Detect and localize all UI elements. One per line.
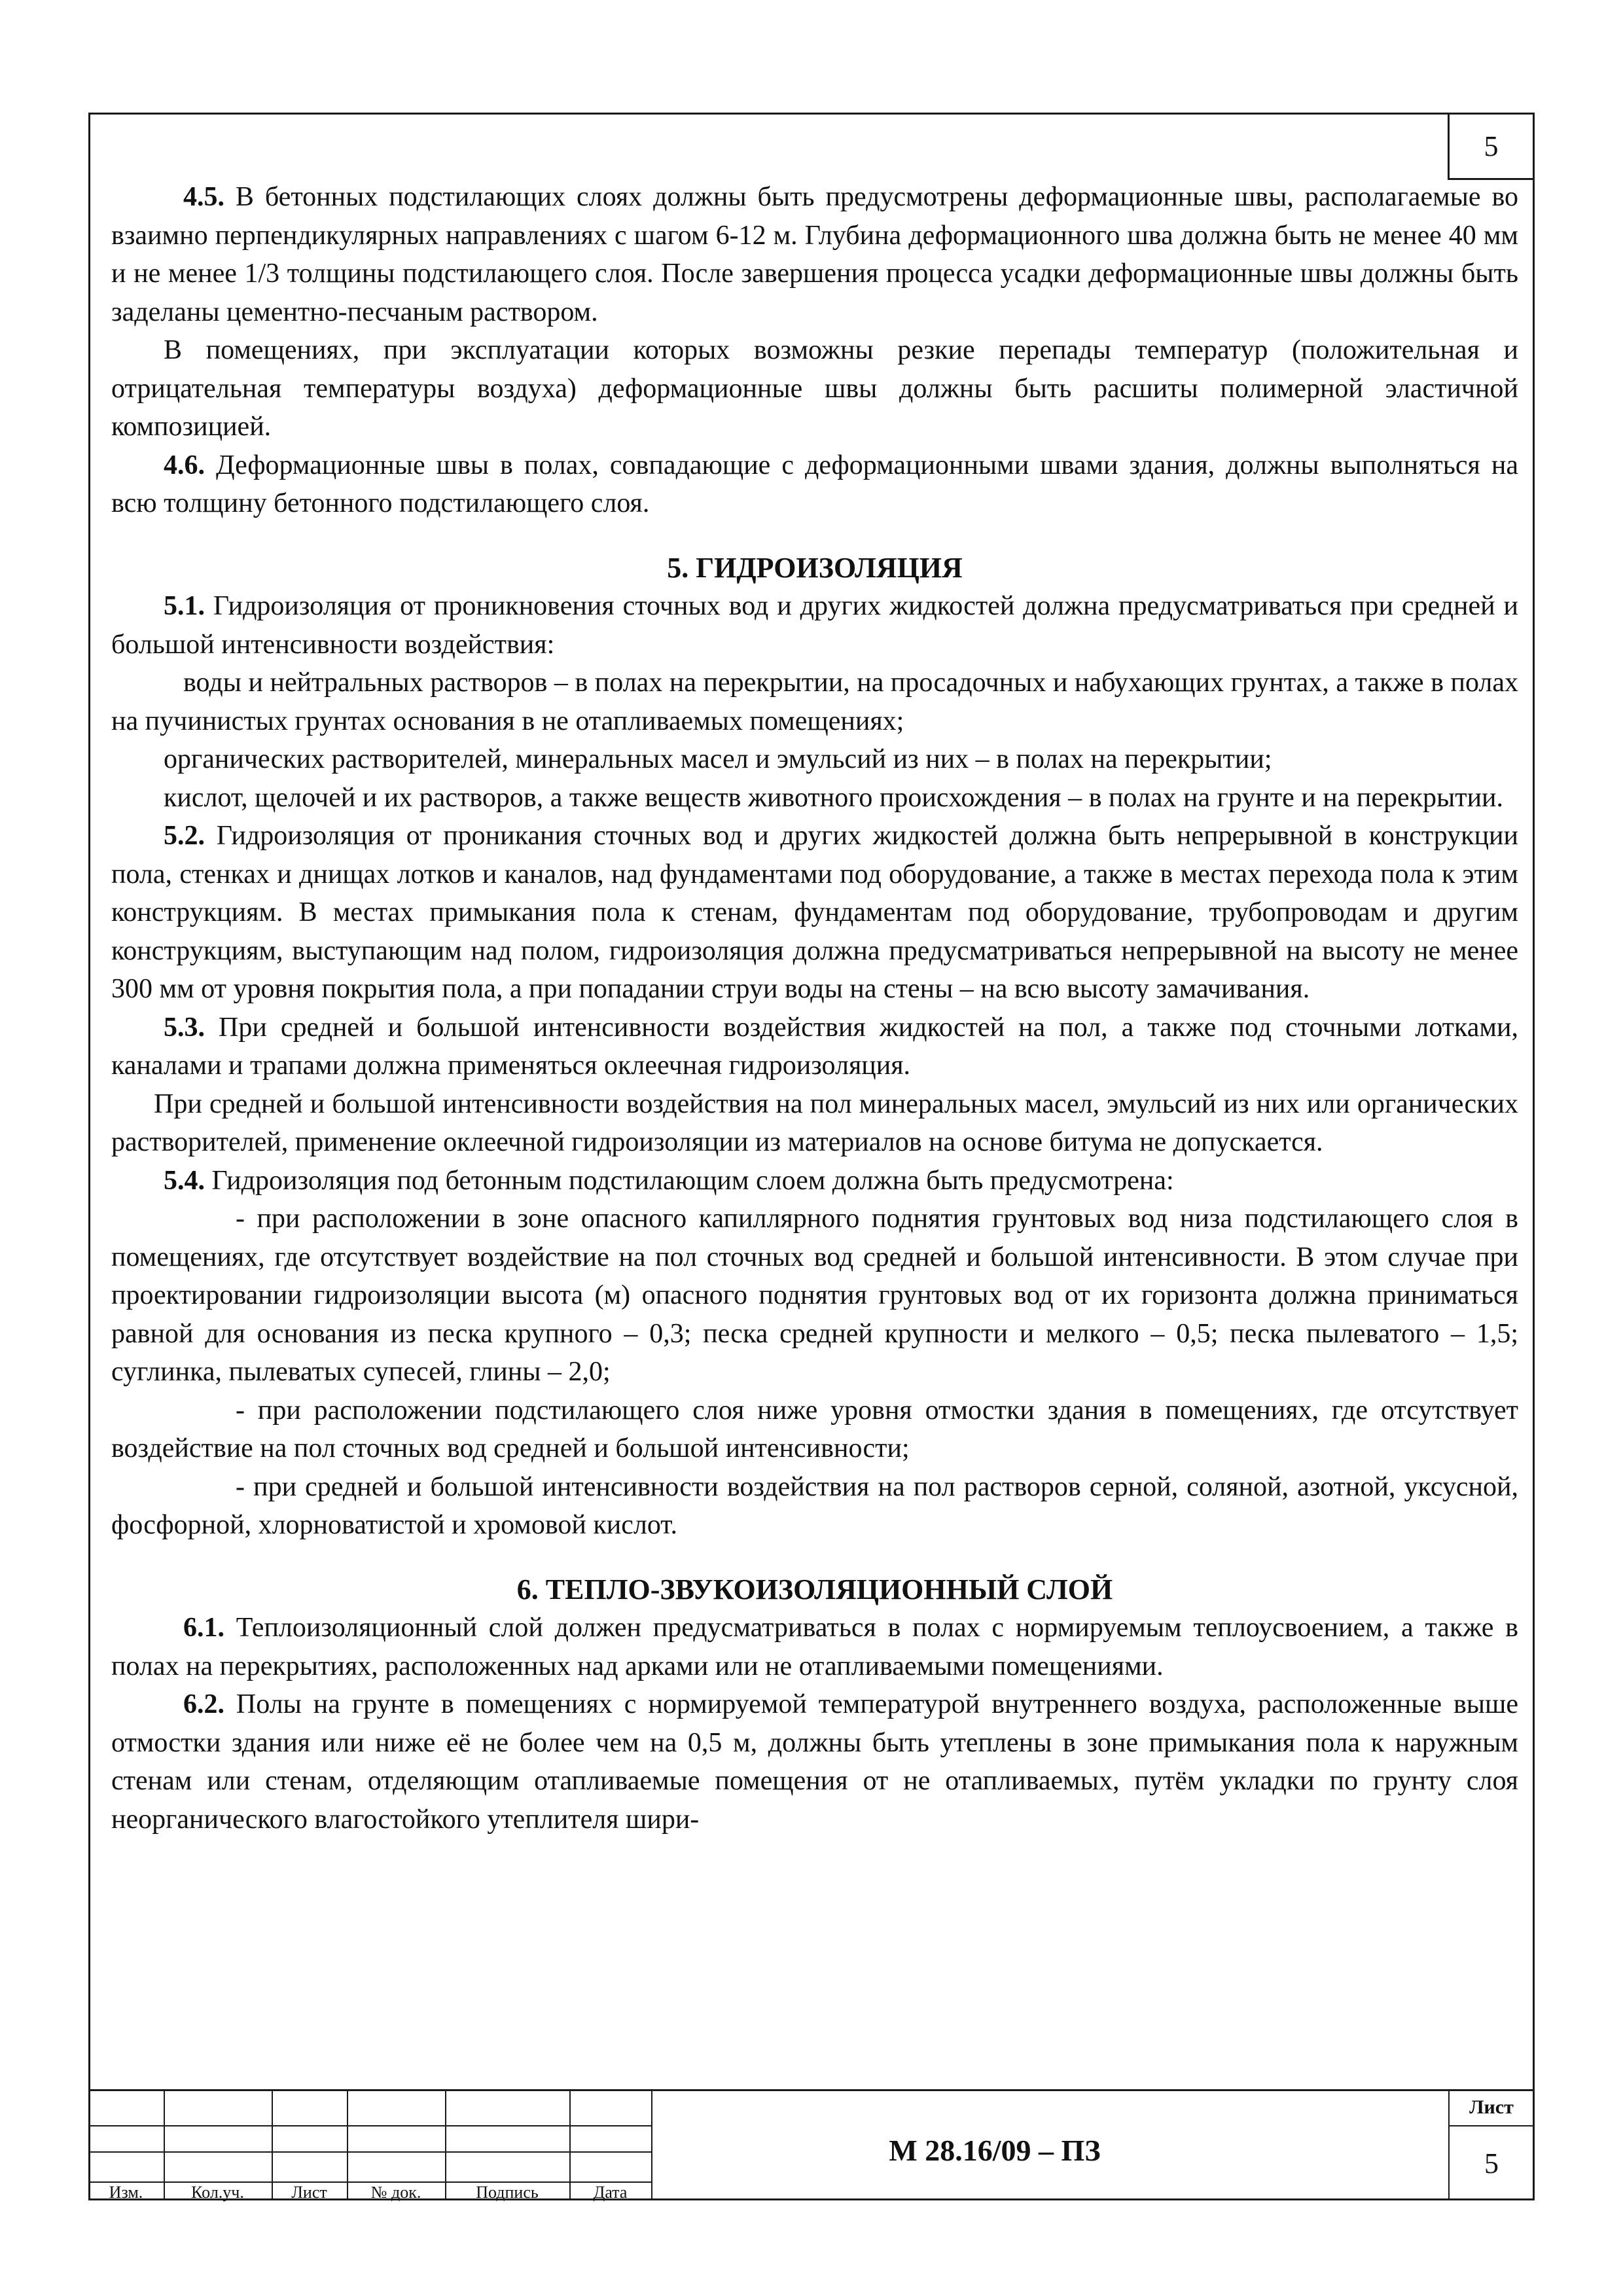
clause-number: 6.2.: [183, 1689, 224, 1719]
document-body: [111, 178, 1518, 1839]
stamp-label-kol-uch: Кол.уч.: [191, 2183, 244, 2202]
paragraph-6-1: [111, 1609, 1518, 1685]
paragraph-4-5-cont: В помещениях, при эксплуатации которых возможны резкие перепады температур (положительная и отрицательная температуры воздуха) деформационные швы должны быть расшиты полимерной эластичной композицией.: [111, 335, 1518, 442]
paragraph-5-4-c: - при средней и большой интенсивности воздействия на пол растворов серной, соляной, азотной, уксусной, фосфорной, хлорноватистой и хромовой кислот.: [111, 1471, 1518, 1540]
clause-number: 5.2.: [164, 821, 205, 851]
clause-text: В бетонных подстилающих слоях должны быть предусмотрены деформационные швы, располагаемые во взаимно перпендикулярных направлениях с шагом 6-12 м. Глубина деформационного шва должна быть не менее 40 мм и не менее 1/3 толщины подстилающего слоя. После завершения процесса усадки деформационные швы должны быть заделаны цементно-песчаным раствором.: [111, 182, 1518, 327]
section-heading-6: 6. ТЕПЛО-ЗВУКОИЗОЛЯЦИОННЫЙ СЛОЙ: [516, 1573, 1113, 1605]
clause-text: Теплоизоляционный слой должен предусматриваться в полах с нормируемым теплоусвоением, а также в полах на перекрытиях, расположенных над арками или не отапливаемыми помещениями.: [111, 1613, 1518, 1681]
clause-number: 5.4.: [164, 1165, 205, 1196]
stamp-label-doc-number: № док.: [370, 2183, 421, 2202]
clause-text: Гидроизоляция от проникновения сточных вод и других жидкостей должна предусматриваться при средней и большой интенсивности воздействия:: [111, 591, 1518, 660]
paragraph-5-4-a: - при расположении в зоне опасного капиллярного поднятия грунтовых вод низа подстилающего слоя в помещениях, где отсутствует воздействие на пол сточных вод средней и большой интенсивности. В этом случае при проектировании гидроизоляции высота (м) опасного поднятия грунтовых вод от их горизонта должна приниматься равной для основания из песка крупного – 0,3; песка средней крупности и мелкого – 0,5; песка пылеватого – 1,5; суглинка, пылеватых супесей, глины – 2,0;: [111, 1204, 1518, 1387]
clause-number: 4.6.: [164, 450, 205, 480]
stamp-label-date: Дата: [593, 2183, 628, 2202]
section-heading-5: 5. ГИДРОИЗОЛЯЦИЯ: [667, 551, 963, 584]
clause-number: 5.1.: [164, 591, 205, 621]
paragraph-5-3: [111, 1009, 1518, 1085]
clause-text: При средней и большой интенсивности воздействия жидкостей на пол, а также под сточными лотками, каналами и трапами должна применяться оклеечная гидроизоляция.: [111, 1012, 1518, 1081]
stamp-row-line: [88, 2125, 651, 2126]
paragraph-5-1-c: кислот, щелочей и их растворов, а также веществ животного происхождения – в полах на грунте и на перекрытии.: [164, 782, 1504, 813]
clause-text: Деформационные швы в полах, совпадающие с деформационными швами здания, должны выполняться на всю толщину бетонного подстилающего слоя.: [111, 450, 1518, 518]
stamp-label-list: Лист: [291, 2183, 327, 2202]
paragraph-5-4-b: - при расположении подстилающего слоя ниже уровня отмостки здания в помещениях, где отсутствует воздействие на пол сточных вод средней и большой интенсивности;: [111, 1395, 1518, 1463]
sheet-label: Лист: [1469, 2096, 1514, 2118]
paragraph-5-3-cont: При средней и большой интенсивности воздействия на пол минеральных масел, эмульсий из них или органических растворителей, применение оклеечной гидроизоляции из материалов на основе битума не допускается.: [111, 1088, 1518, 1157]
clause-text: Гидроизоляция под бетонным подстилающим слоем должна быть предусмотрена:: [205, 1165, 1174, 1196]
clause-text: Полы на грунте в помещениях с нормируемой температурой внутреннего воздуха, расположенные выше отмостки здания или ниже её не более чем на 0,5 м, должны быть утеплены в зоне примыкания пола к наружным стенам или стенам, отделяющим отапливаемые помещения от не отапливаемых, путём укладки по грунту слоя неорганического влагостойкого утеплителя шири-: [111, 1689, 1518, 1835]
paragraph-5-1-b: органических растворителей, минеральных масел и эмульсий из них – в полах на перекрытии;: [164, 744, 1272, 774]
clause-number: 5.3.: [164, 1012, 205, 1043]
paragraph-5-2: [111, 817, 1518, 1009]
paragraph-4-5: [111, 178, 1518, 331]
title-block: [88, 2089, 1535, 2200]
stamp-row-line: [88, 2151, 651, 2153]
paragraph-6-2: [111, 1685, 1518, 1839]
page-number: 5: [1448, 115, 1533, 180]
clause-text: Гидроизоляция от проникания сточных вод и других жидкостей должна быть непрерывной в конструкции пола, стенках и днищах лотков и каналов, над фундаментами под оборудование, а также в местах перехода пола к этим конструкциям. В местах примыкания пола к стенам, фундаментам под оборудование, трубопроводам и другим конструкциям, выступающим над полом, гидроизоляция должна предусматриваться непрерывной на высоту не менее 300 мм от уровня покрытия пола, а при попадании струи воды на стены – на всю высоту замачивания.: [111, 821, 1518, 1004]
paragraph-5-4: [111, 1162, 1518, 1200]
paragraph-4-6: [111, 446, 1518, 523]
paragraph-5-1-a: воды и нейтральных растворов – в полах на перекрытии, на просадочных и набухающих грунтах, а также в полах на пучинистых грунтах основания в не отапливаемых помещениях;: [111, 668, 1518, 736]
stamp-label-signature: Подпись: [476, 2183, 539, 2202]
clause-number: 6.1.: [183, 1613, 224, 1643]
clause-number: 4.5.: [183, 182, 224, 212]
sheet-number: 5: [1484, 2147, 1499, 2179]
paragraph-5-1: [111, 587, 1518, 664]
document-code: М 28.16/09 – ПЗ: [889, 2133, 1101, 2167]
stamp-label-izm: Изм.: [109, 2183, 143, 2202]
